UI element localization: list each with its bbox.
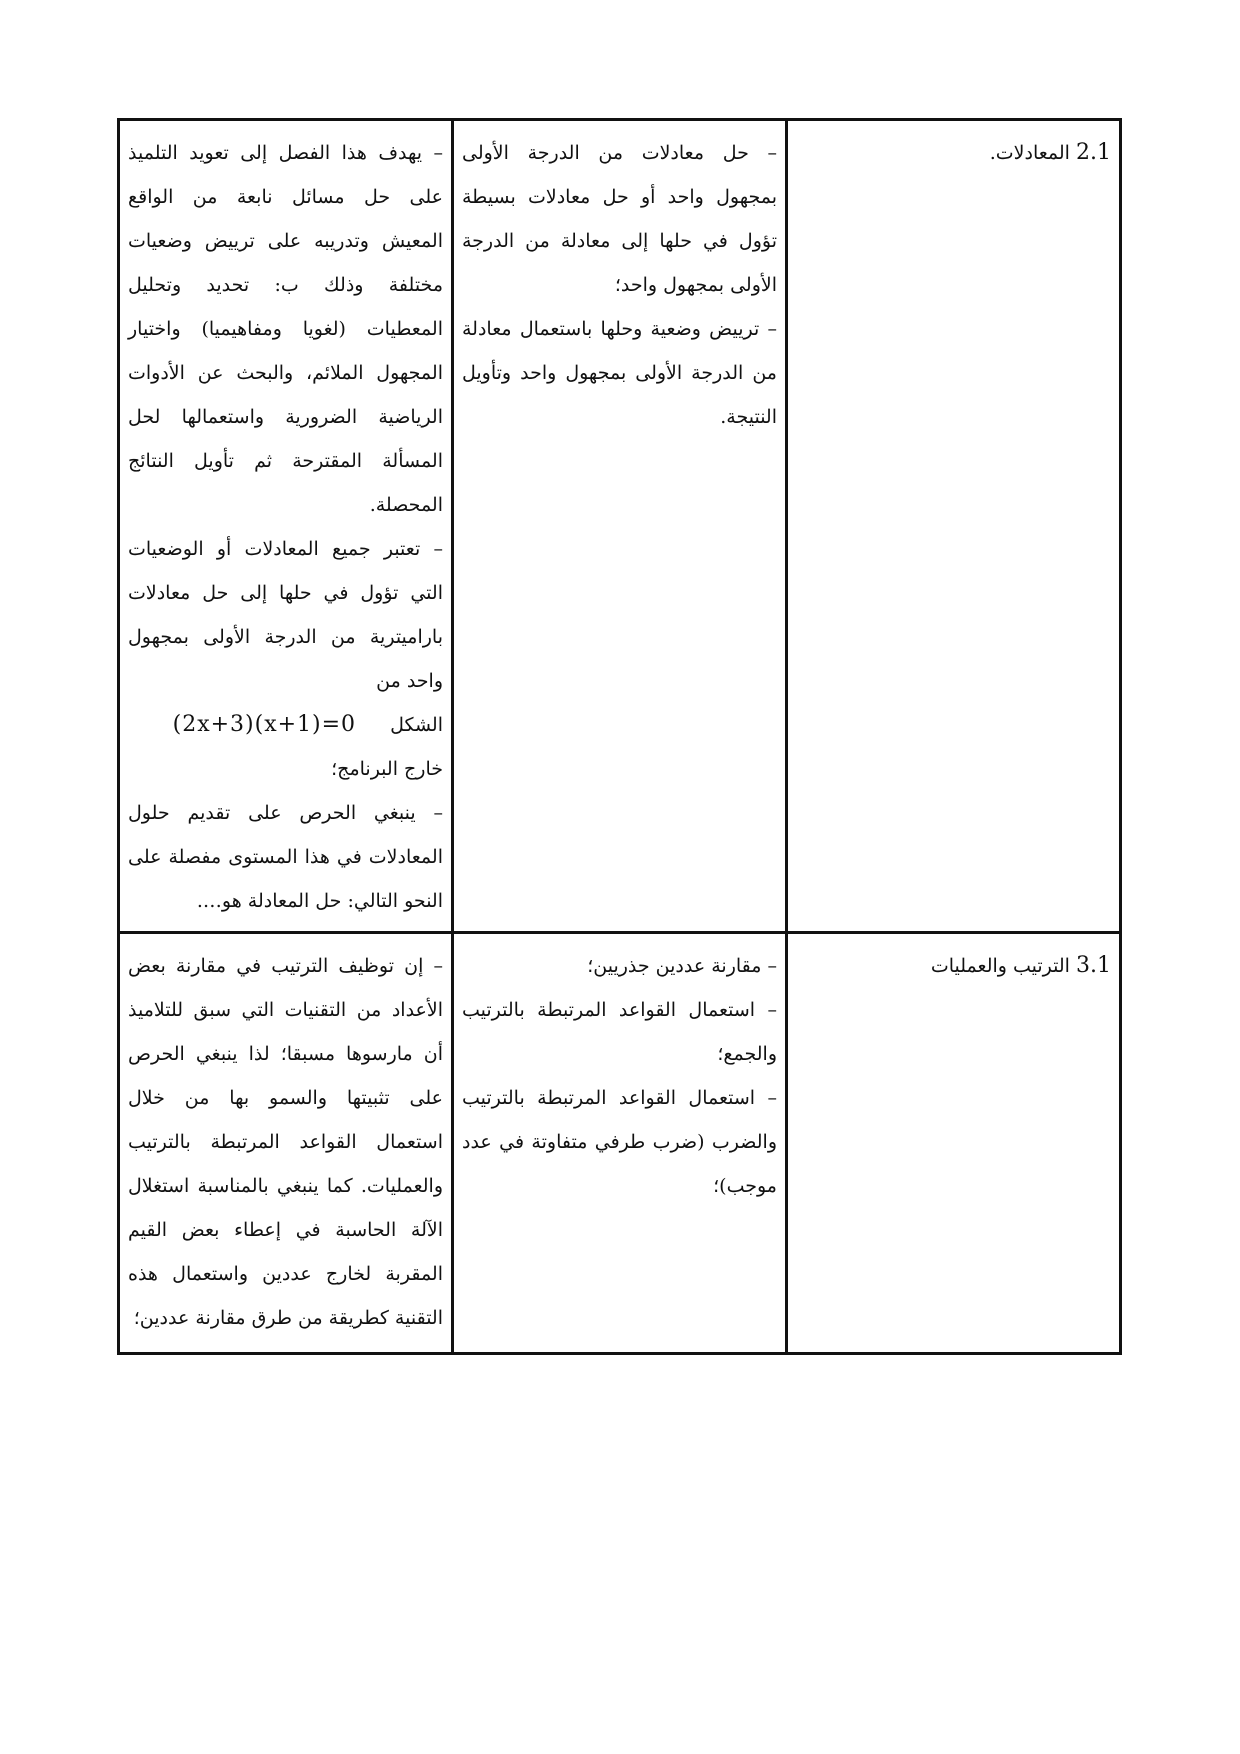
notes-paragraph: خارج البرنامج؛ bbox=[331, 758, 443, 780]
content-cell bbox=[453, 120, 787, 933]
curriculum-table bbox=[117, 118, 1122, 1355]
table-row bbox=[119, 933, 1121, 1354]
content-item: – حل معادلات من الدرجة الأولى بمجهول واحد أو حل معادلات بسيطة تؤول في حلها إلى معادلة من الدرجة الأولى بمجهول واحد؛ bbox=[462, 142, 777, 296]
topic-title: الترتيب والعمليات bbox=[930, 955, 1070, 977]
notes-paragraph: – تعتبر جميع المعادلات أو الوضعيات التي تؤول في حلها إلى حل معادلات باراميترية من الدرجة الأولى بمجهول واحد من bbox=[128, 538, 443, 692]
content-item: – مقارنة عددين جذريين؛ bbox=[587, 955, 777, 977]
content-item: – استعمال القواعد المرتبطة بالترتيب والجمع؛ bbox=[462, 999, 777, 1065]
content-item: – استعمال القواعد المرتبطة بالترتيب والضرب (ضرب طرفي متفاوتة في عدد موجب)؛ bbox=[462, 1087, 777, 1197]
notes-paragraph: – يهدف هذا الفصل إلى تعويد التلميذ على حل مسائل نابعة من الواقع المعيش وتدريبه على ترييض وضعيات مختلفة وذلك ب: تحديد وتحليل المعطيات (لغويا ومفاهيميا) واختيار المجهول الملائم، والبحث عن الأدوات الرياضية الضرورية واستعمالها لحل المسألة المقترحة ثم تأويل النتائج المحصلة. bbox=[128, 142, 443, 516]
topic-number: 2.1 bbox=[1076, 140, 1111, 165]
content-cell bbox=[453, 933, 787, 1354]
notes-cell bbox=[119, 120, 453, 933]
topic-title: المعادلات. bbox=[989, 142, 1070, 164]
notes-cell bbox=[119, 933, 453, 1354]
equation-formula: (2x+3)(x+1)=0 bbox=[172, 712, 357, 737]
content-item: – ترييض وضعية وحلها باستعمال معادلة من الدرجة الأولى بمجهول واحد وتأويل النتيجة. bbox=[462, 318, 777, 428]
notes-paragraph: – ينبغي الحرص على تقديم حلول المعادلات في هذا المستوى مفصلة على النحو التالي: حل المعادلة هو…. bbox=[128, 802, 443, 912]
topic-number: 3.1 bbox=[1076, 953, 1111, 978]
topic-cell bbox=[787, 120, 1121, 933]
table-row bbox=[119, 120, 1121, 933]
formula-line bbox=[128, 703, 443, 747]
topic-cell bbox=[787, 933, 1121, 1354]
notes-paragraph: – إن توظيف الترتيب في مقارنة بعض الأعداد من التقنيات التي سبق للتلاميذ أن مارسوها مسبقا؛ لذا ينبغي الحرص على تثبيتها والسمو بها من خلال استعمال القواعد المرتبطة بالترتيب والعمليات. كما ينبغي بالمناسبة استغلال الآلة الحاسبة في إعطاء بعض القيم المقربة لخارج عددين واستعمال هذه التقنية كطريقة من طرق مقارنة عددين؛ bbox=[128, 955, 443, 1329]
formula-prefix: الشكل bbox=[390, 714, 443, 736]
